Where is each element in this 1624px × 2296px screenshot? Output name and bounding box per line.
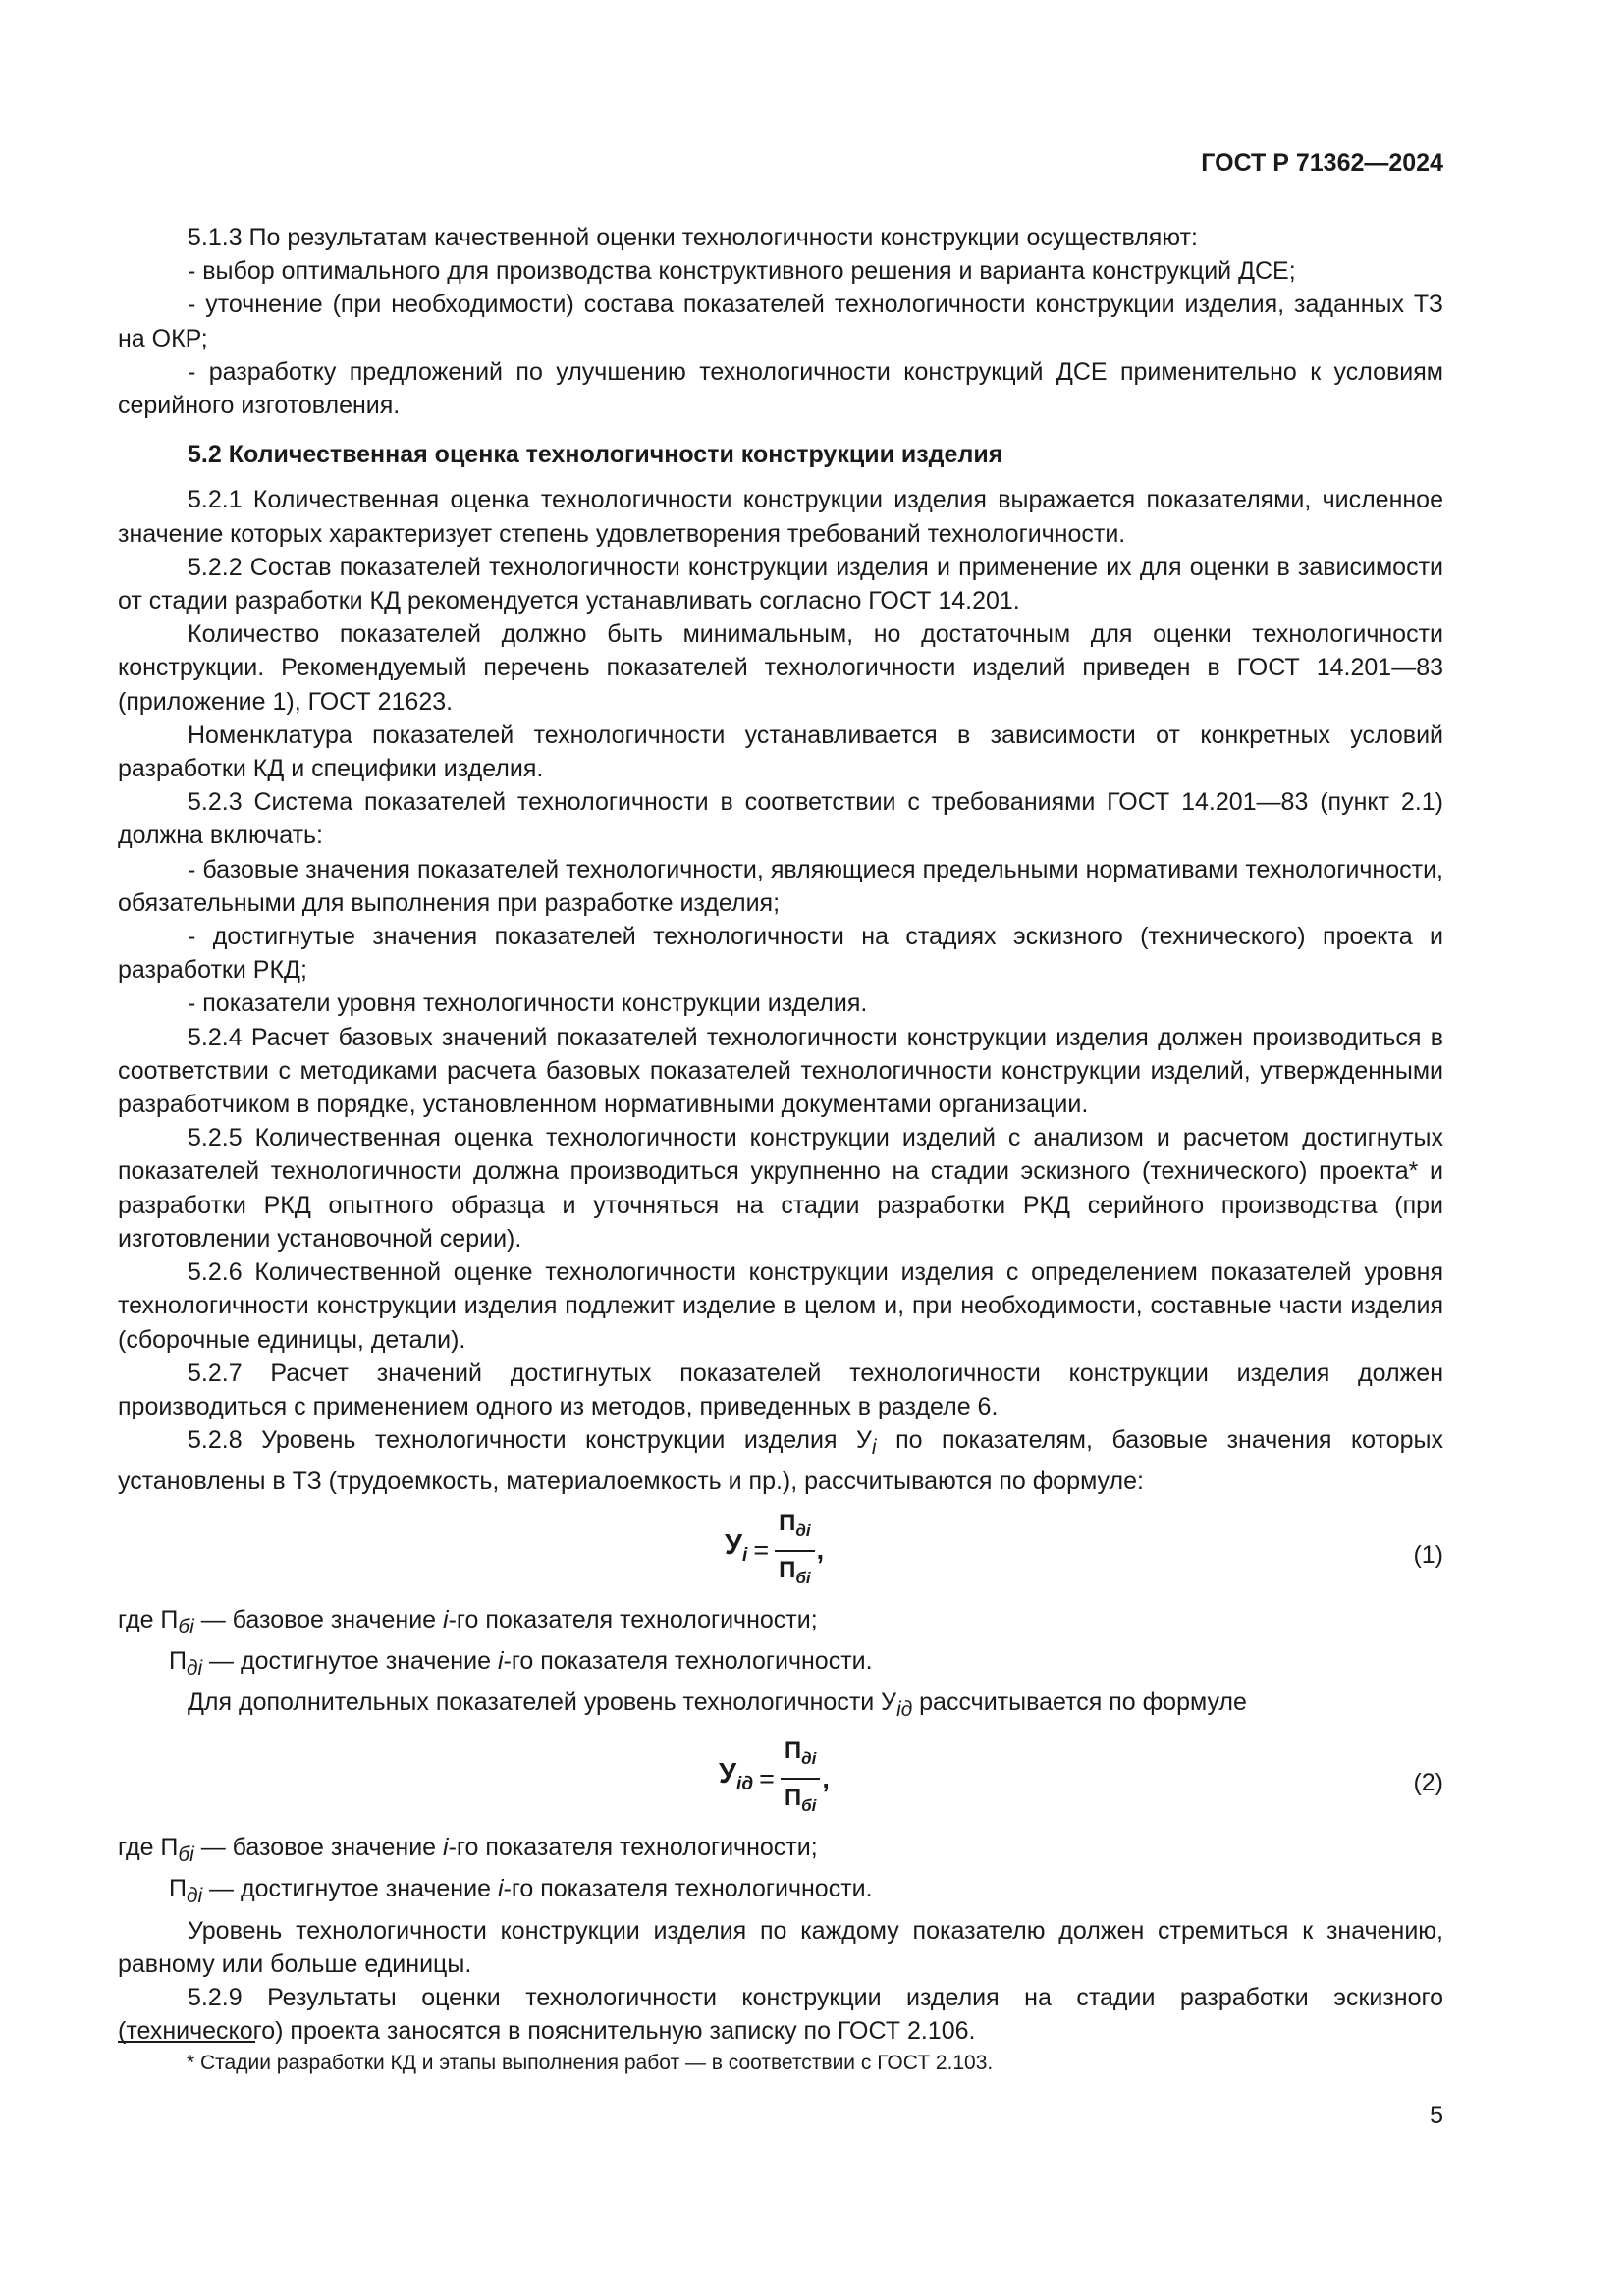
formula-equals: = [753, 1535, 770, 1566]
paragraph: Для дополнительных показателей уровень технологичности $У_{iд}$ рассчитывается по формуле [188, 1687, 1247, 1721]
fraction-denominator: $П_{бi}$ [779, 1556, 811, 1587]
fraction-denominator: $П_{бi}$ [784, 1785, 817, 1815]
fraction-numerator: $П_{дi}$ [781, 1735, 820, 1780]
document-id-header: ГОСТ Р 71362—2024 [1201, 149, 1443, 177]
formula-number: (2) [1413, 1769, 1443, 1797]
list-item: - уточнение (при необходимости) состава показателей технологичности конструкции изделия, заданных ТЗ на ОКР; [118, 291, 1443, 352]
formula-1-legend [118, 1603, 1443, 1685]
paragraph: Количество показателей должно быть минимальным, но достаточным для оценки технологичности конструкции. Рекомендуемый перечень показателей технологичности изделий приведен в ГОСТ 14.201—83 (приложение 1), ГОСТ 21623. [118, 620, 1443, 716]
list-item: - разработку предложений по улучшению технологичности конструкций ДСЕ применительно к условиям серийного изготовления. [118, 357, 1443, 420]
formula-2-legend [118, 1831, 1443, 1913]
footnote-separator [118, 2041, 255, 2043]
paragraph: 5.2.6 Количественной оценке технологичности конструкции изделия с определением показателей уровня технологичности конструкции изделия подлежит изделие в целом и, при необходимости, составные части изделия (сборочные единицы, детали). [118, 1258, 1443, 1354]
paragraph: 5.2.9 Результаты оценки технологичности конструкции изделия на стадии разработки эскизного (технического) проекта заносятся в пояснительную записку по ГОСТ 2.106. [118, 1983, 1443, 2046]
page-number: 5 [1430, 2102, 1443, 2129]
page-body [118, 221, 1443, 2048]
formula-2: $У_{iд}$ = $\frac{П_{дi}}{П_{бi}}$ , (2) [118, 1733, 1443, 1827]
paragraph: Номенклатура показателей технологичности устанавливается в зависимости от конкретных условий разработки КД и специфики изделия. [118, 721, 1443, 783]
paragraph: 5.2.3 Система показателей технологичности в соответствии с требованиями ГОСТ 14.201—83 (пункт 2.1) должна включать: [118, 788, 1443, 850]
paragraph: 5.2.7 Расчет значений достигнутых показателей технологичности конструкции изделия должен производиться с применением одного из методов, приведенных в разделе 6. [118, 1359, 1443, 1420]
list-item: - достигнутые значения показателей технологичности на стадиях эскизного (технического) проекта и разработки РКД; [118, 923, 1443, 985]
formula-1: $У_i$ = $\frac{П_{дi}}{П_{бi}}$ , (1) [118, 1505, 1443, 1599]
paragraph: 5.2.5 Количественная оценка технологичности конструкции изделий с анализом и расчетом достигнутых показателей технологичности должна производиться укрупненно на стадии эскизного (технического) проекта* и разработки РКД опытного образца и уточняться на стадии разработки РКД серийного производства (при изготовлении установочной серии). [118, 1124, 1443, 1253]
section-title: 5.2 Количественная оценка технологичности конструкции изделия [188, 441, 1003, 469]
formula-number: (1) [1413, 1540, 1443, 1569]
paragraph: 5.1.3 По результатам качественной оценки технологичности конструкции осуществляют: [188, 224, 1198, 251]
formula-lhs: $У_{iд}$ [719, 1757, 754, 1794]
fraction-numerator: $П_{дi}$ [775, 1507, 814, 1552]
paragraph: 5.2.2 Состав показателей технологичности конструкции изделия и применение их для оценки в зависимости от стадии разработки КД рекомендуется устанавливать согласно ГОСТ 14.201. [118, 553, 1443, 615]
paragraph: 5.2.4 Расчет базовых значений показателей технологичности конструкции изделия должен производиться в соответствии с методиками расчета базовых показателей технологичности конструкции изделий, утвержденными разработчиком в порядке, установленном нормативными документами организации. [118, 1023, 1443, 1119]
footnote: * Стадии разработки КД и этапы выполнения работ — в соответствии с ГОСТ 2.103. [187, 2052, 994, 2074]
legend-item: где $П_{бi}$ — базовое значение i-го показателя технологичности; [118, 1605, 818, 1638]
list-item: - базовые значения показателей технологичности, являющиеся предельными нормативами технологичности, обязательными для выполнения при разработке изделия; [118, 855, 1443, 917]
list-item: - выбор оптимального для производства конструктивного решения и варианта конструкций ДСЕ; [188, 257, 1296, 286]
legend-item: где $П_{бi}$ — базовое значение i-го показателя технологичности; [118, 1834, 818, 1867]
legend-item: $П_{дi}$ — достигнутое значение i-го показателя технологичности. [169, 1646, 873, 1680]
list-item: - показатели уровня технологичности конструкции изделия. [188, 989, 868, 1018]
formula-lhs: $У_i$ [725, 1529, 748, 1566]
formula-equals: = [759, 1764, 775, 1794]
paragraph: 5.2.1 Количественная оценка технологичности конструкции изделия выражается показателями, численное значение которых характеризует степень удовлетворения требований технологичности. [118, 486, 1443, 548]
formula-fraction [775, 1507, 815, 1595]
legend-item: $П_{дi}$ — достигнутое значение i-го показателя технологичности. [169, 1875, 873, 1908]
formula-fraction [781, 1735, 821, 1823]
paragraph: Уровень технологичности конструкции изделия по каждому показателю должен стремиться к значению, равному или больше единицы. [118, 1916, 1443, 1978]
paragraph: 5.2.8 Уровень технологичности конструкции изделия $У_i$ по показателям, базовые значения которых установлены в ТЗ (трудоемкость, материалоемкость и пр.), рассчитываются по формуле: [118, 1426, 1443, 1496]
